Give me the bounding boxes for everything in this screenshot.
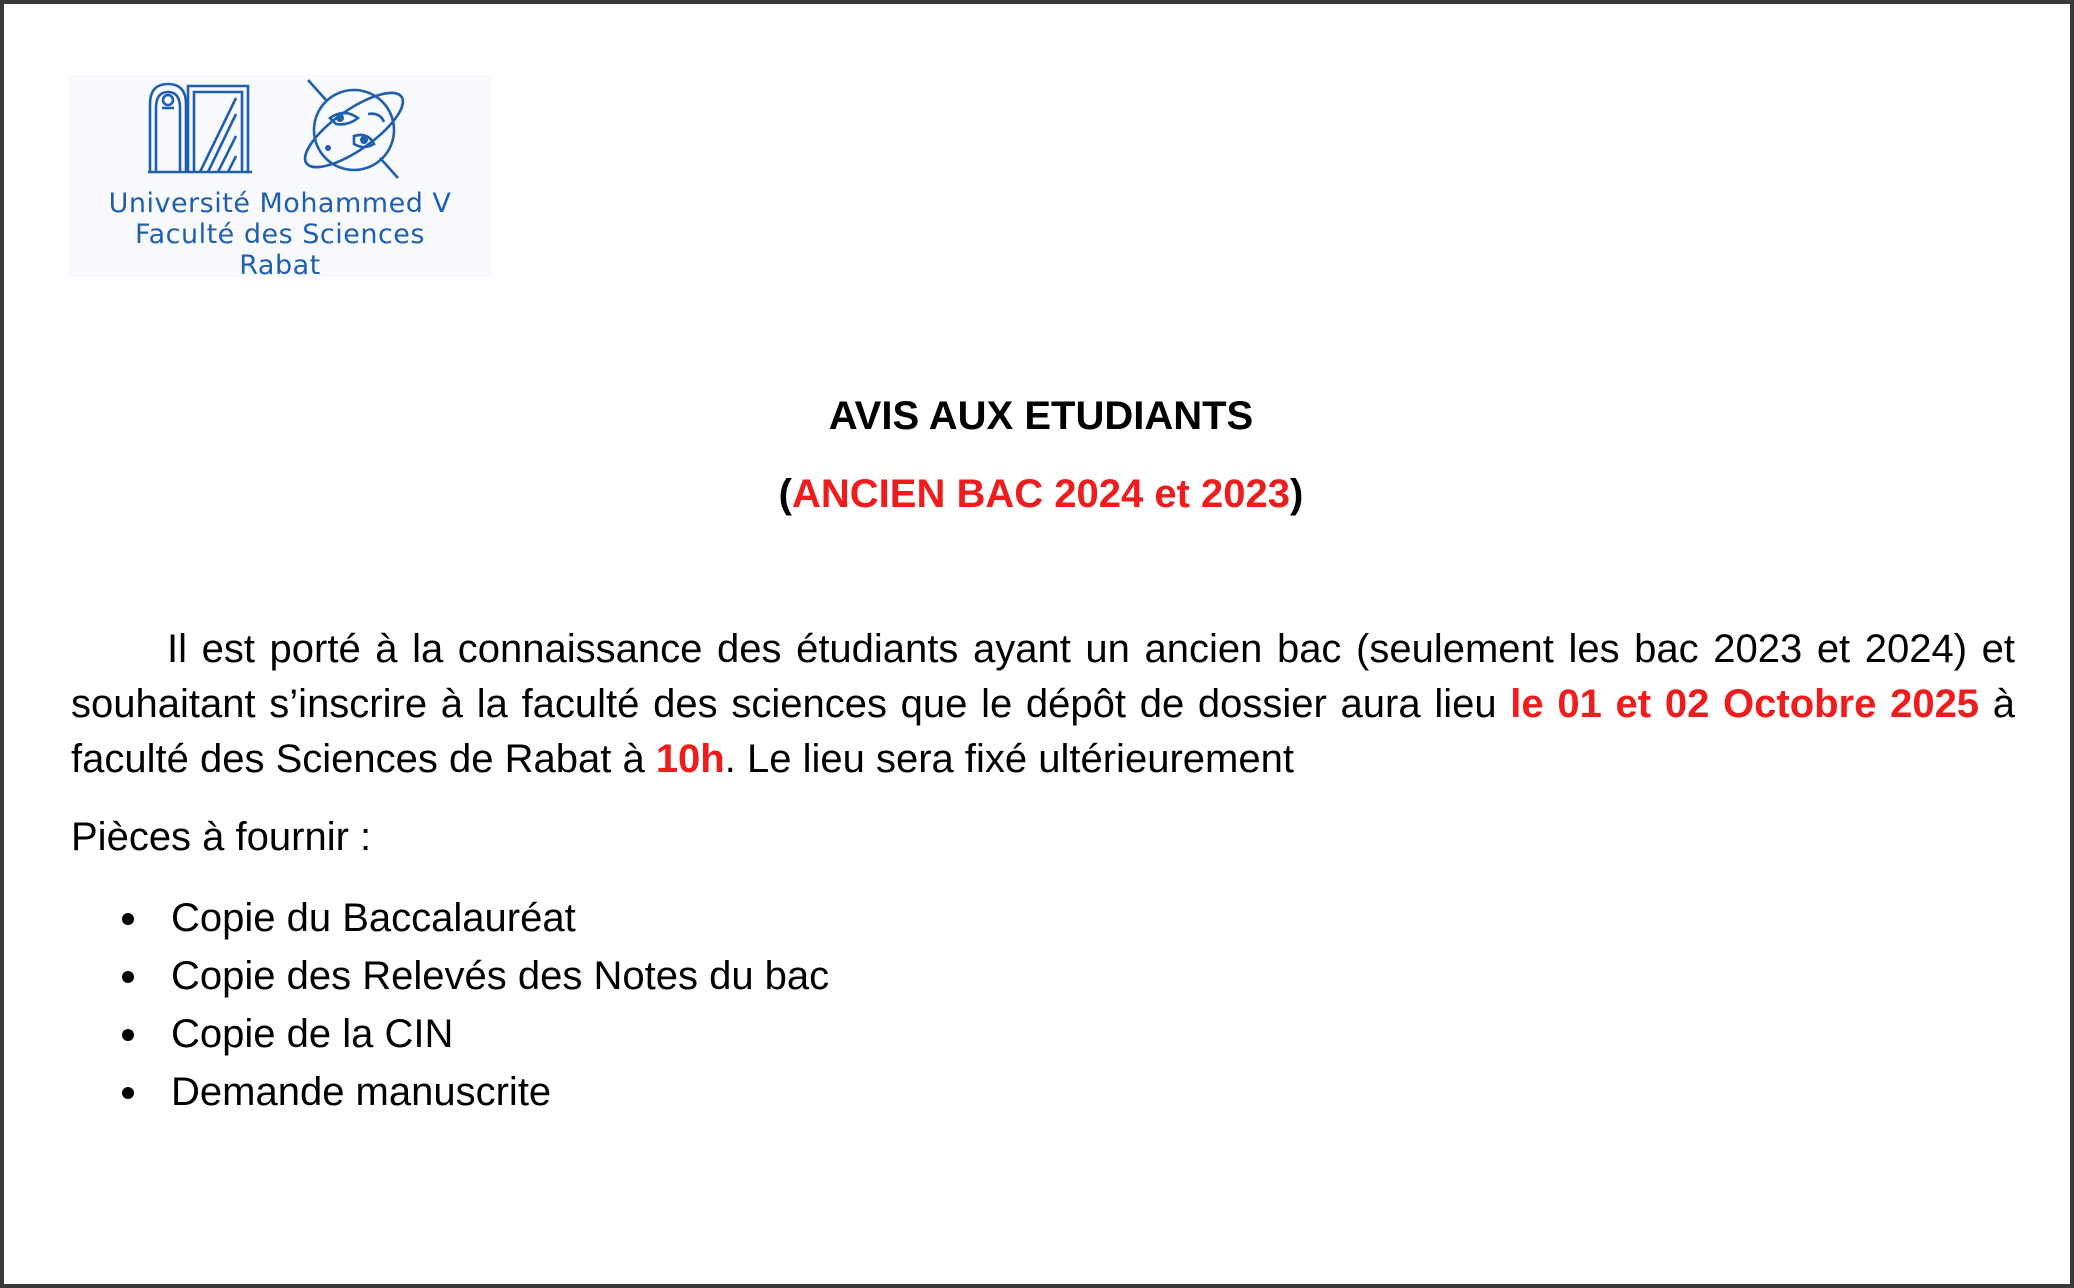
body-text-part2: à faculté des Sciences de Rabat à (71, 682, 2016, 781)
subtitle-close-paren: ) (1290, 472, 1304, 516)
logo-faculty-name: Faculté des Sciences (135, 219, 425, 250)
list-item-text: Copie des Relevés des Notes du bac (171, 954, 830, 998)
subtitle-open-paren: ( (778, 472, 792, 516)
list-item-text: Demande manuscrite (171, 1070, 552, 1114)
body-text-part1: Il est porté à la connaissance des étudiants ayant un ancien bac (seulement les bac 2023 et 2024) et souhaitant s’inscrire à la faculté des sciences que le dépôt de dossier aura lieu (71, 627, 2015, 726)
pieces-heading: Pièces à fournir : (71, 815, 372, 859)
notice-subtitle (4, 470, 2074, 518)
logo-city: Rabat (239, 250, 321, 281)
logo-university-name: Université Mohammed V (108, 188, 452, 219)
bullet-icon (122, 913, 134, 925)
bullet-icon (122, 1029, 134, 1041)
bullet-icon (122, 971, 134, 983)
list-item-text: Copie du Baccalauréat (171, 896, 576, 940)
body-text-part3: . Le lieu sera fixé ultérieurement (724, 737, 1294, 781)
logo-emblem-icon (68, 74, 492, 184)
subtitle-highlight: ANCIEN BAC 2024 et 2023 (792, 472, 1290, 516)
list-item-text: Copie de la CIN (171, 1012, 454, 1056)
body-dates: le 01 et 02 Octobre 2025 (1510, 682, 1980, 726)
bullet-icon (122, 1087, 134, 1099)
body-time: 10h (655, 737, 725, 781)
notice-title: AVIS AUX ETUDIANTS (828, 394, 1254, 438)
university-logo (68, 74, 492, 281)
notice-body (71, 622, 2015, 787)
